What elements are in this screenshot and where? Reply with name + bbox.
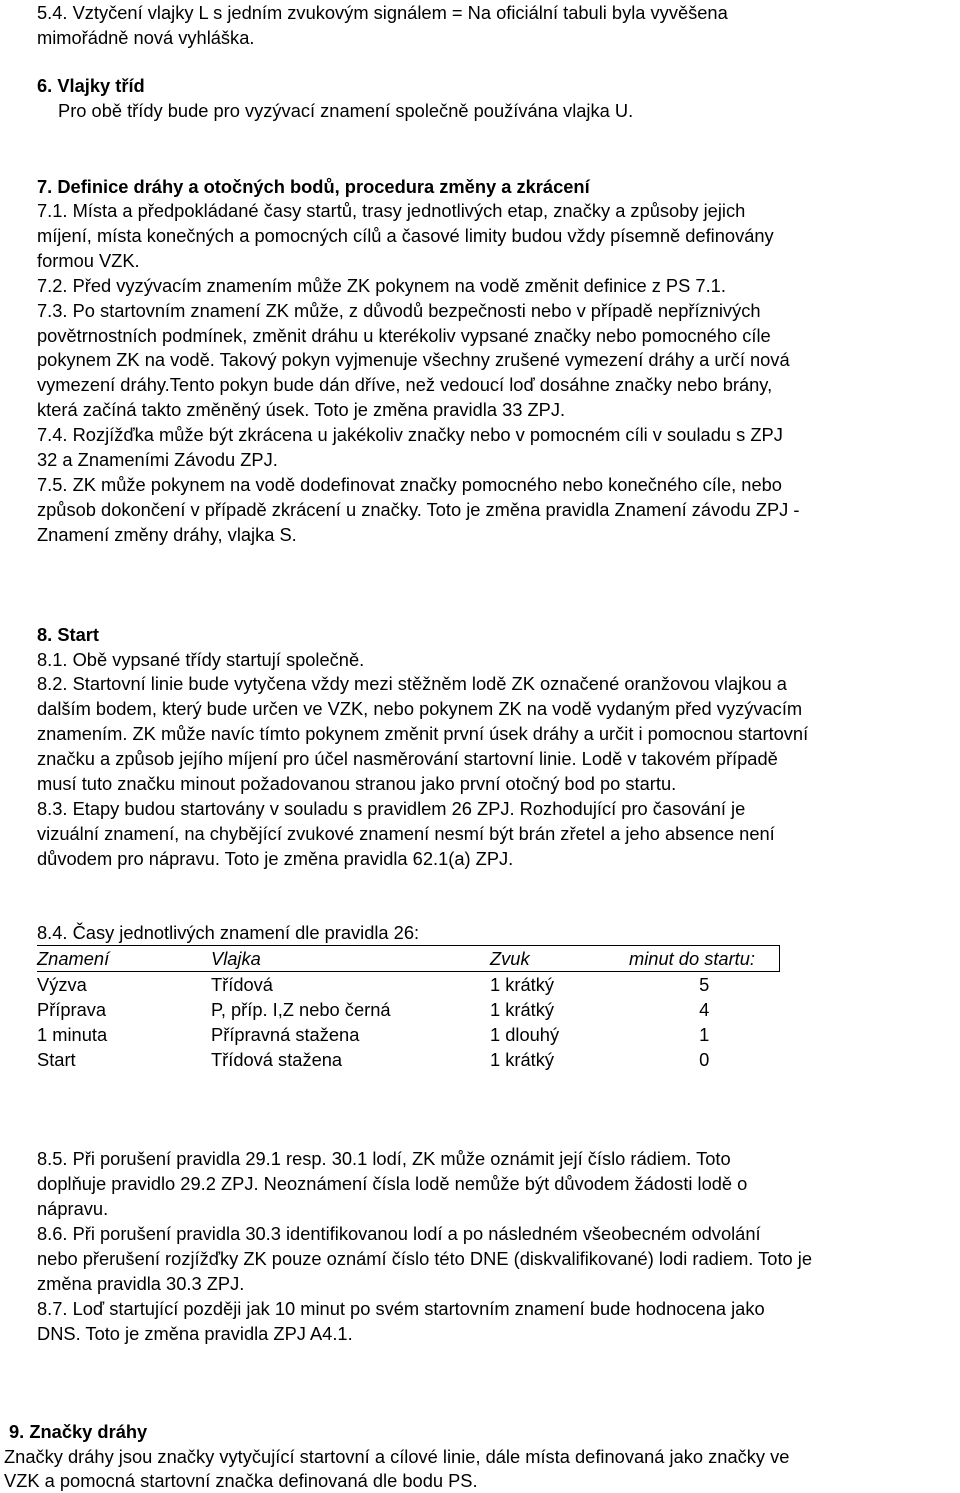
p85-line: doplňuje pravidlo 29.2 ZPJ. Neoznámení čísla lodě nemůže být důvodem žádosti lodě o [37, 1173, 748, 1194]
p73-line: která začíná takto změněný úsek. Toto je změna pravidla 33 ZPJ. [37, 399, 566, 420]
p75-line: způsob dokončení v případě zkrácení u značky. Toto je změna pravidla Znamení závodu ZPJ - [37, 499, 800, 520]
section-9-text: VZK a pomocná startovní značka definovaná dle bodu PS. [4, 1470, 478, 1491]
p85-line: nápravu. [37, 1198, 109, 1219]
table-header-cell: Vlajka [211, 946, 490, 972]
table-header-cell: Znamení [37, 946, 211, 972]
p71-line: 7.1. Místa a předpokládané časy startů, trasy jednotlivých etap, značky a způsoby jejich [37, 200, 746, 221]
p87-line: 8.7. Loď startující později jak 10 minut po svém startovním znamení bude hodnocena jako [37, 1298, 765, 1319]
p73-line: povětrnostních podmínek, změnit dráhu u kterékoliv vypsané značky nebo pomocného cíle [37, 325, 771, 346]
section-9-text: Značky dráhy jsou značky vytyčující startovní a cílové linie, dále místa definovaná jako značky ve [4, 1446, 790, 1467]
p86-line: 8.6. Při porušení pravidla 30.3 identifikovanou lodí a po následném všeobecném odvolání [37, 1223, 761, 1244]
table-cell: Třídová stažena [211, 1049, 343, 1070]
table-cell: 0 [699, 1049, 710, 1070]
s54-line1: 5.4. Vztyčení vlajky L s jedním zvukovým signálem = Na oficiální tabuli byla vyvěšena [37, 2, 728, 23]
table-row [37, 972, 780, 998]
p73-line: pokynem ZK na vodě. Takový pokyn vyjmenuje všechny zrušené vymezení dráhy a určí nová [37, 349, 790, 370]
table-header-cell: Zvuk [490, 946, 629, 972]
p86-line: nebo přerušení rozjížďky ZK pouze oznámí číslo této DNE (diskvalifikované) lodi radiem. Toto je [37, 1248, 812, 1269]
p73-line: vymezení dráhy.Tento pokyn bude dán dříve, než vedoucí loď dosáhne značky nebo brány, [37, 374, 773, 395]
table-cell: 1 krátký [490, 999, 555, 1020]
table-cell: 1 krátký [490, 974, 555, 995]
table-header-row [37, 946, 780, 972]
section-6-heading: 6. Vlajky tříd [37, 75, 145, 96]
p72-line: 7.2. Před vyzývacím znamením může ZK pokynem na vodě změnit definice z PS 7.1. [37, 275, 726, 296]
p71-line: formou VZK. [37, 250, 140, 271]
table-header-cell: minut do startu: [629, 946, 780, 972]
p83-line: důvodem pro nápravu. Toto je změna pravidla 62.1(a) ZPJ. [37, 848, 514, 869]
p73-line: 7.3. Po startovním znamení ZK může, z důvodů bezpečnosti nebo v případě nepříznivých [37, 300, 761, 321]
section-8-heading: 8. Start [37, 624, 99, 645]
table-cell: 1 [699, 1024, 710, 1045]
table-cell: Přípravná stažena [211, 1024, 360, 1045]
section-9-heading: 9. Značky dráhy [9, 1421, 148, 1442]
section-6-text: Pro obě třídy bude pro vyzývací znamení společně používána vlajka U. [58, 100, 634, 121]
table-cell: 1 minuta [37, 1024, 108, 1045]
table-cell: Výzva [37, 974, 87, 995]
p74-line: 32 a Znameními Závodu ZPJ. [37, 449, 278, 470]
p83-line: 8.3. Etapy budou startovány v souladu s pravidlem 26 ZPJ. Rozhodující pro časování je [37, 798, 746, 819]
table-row [37, 1047, 780, 1072]
p85-line: 8.5. Při porušení pravidla 29.1 resp. 30.1 lodí, ZK může oznámit její číslo rádiem. Toto [37, 1148, 731, 1169]
signals-table [37, 945, 780, 1072]
table-cell: Třídová [211, 974, 273, 995]
p87-line: DNS. Toto je změna pravidla ZPJ A4.1. [37, 1323, 353, 1344]
table-cell: 1 dlouhý [490, 1024, 560, 1045]
p82-line: značku a způsob jejího míjení pro účel nasměrování startovní linie. Lodě v takovém případě [37, 748, 778, 769]
table-cell: 5 [699, 974, 710, 995]
p71-line: míjení, místa konečných a pomocných cílů a časové limity budou vždy písemně definovány [37, 225, 774, 246]
p75-line: Znamení změny dráhy, vlajka S. [37, 524, 297, 545]
p74-line: 7.4. Rozjížďka může být zkrácena u jakékoliv značky nebo v pomocném cíli v souladu s ZPJ [37, 424, 783, 445]
p82-line: 8.2. Startovní linie bude vytyčena vždy mezi stěžněm lodě ZK označené oranžovou vlajkou a [37, 673, 787, 694]
p83-line: vizuální znamení, na chybějící zvukové znamení nesmí být brán zřetel a jeho absence není [37, 823, 775, 844]
table-cell: P, příp. I,Z nebo černá [211, 999, 391, 1020]
section-7-heading: 7. Definice dráhy a otočných bodů, procedura změny a zkrácení [37, 176, 590, 197]
p84-line: 8.4. Časy jednotlivých znamení dle pravidla 26: [37, 922, 420, 943]
s54-line2: mimořádně nová vyhláška. [37, 27, 255, 48]
p86-line: změna pravidla 30.3 ZPJ. [37, 1273, 245, 1294]
table-row [37, 1022, 780, 1047]
p81-line: 8.1. Obě vypsané třídy startují společně. [37, 649, 365, 670]
p82-line: znamením. ZK může navíc tímto pokynem změnit první úsek dráhy a určit i pomocnou startovní [37, 723, 809, 744]
table-cell: 1 krátký [490, 1049, 555, 1070]
table-cell: Příprava [37, 999, 107, 1020]
p82-line: dalším bodem, který bude určen ve VZK, nebo pokynem ZK na vodě vydaným před vyzývacím [37, 698, 803, 719]
table-cell: 4 [699, 999, 710, 1020]
table-row [37, 997, 780, 1022]
table-cell: Start [37, 1049, 76, 1070]
p75-line: 7.5. ZK může pokynem na vodě dodefinovat značky pomocného nebo konečného cíle, nebo [37, 474, 782, 495]
p82-line: musí tuto značku minout požadovanou stranou jako první otočný bod po startu. [37, 773, 677, 794]
